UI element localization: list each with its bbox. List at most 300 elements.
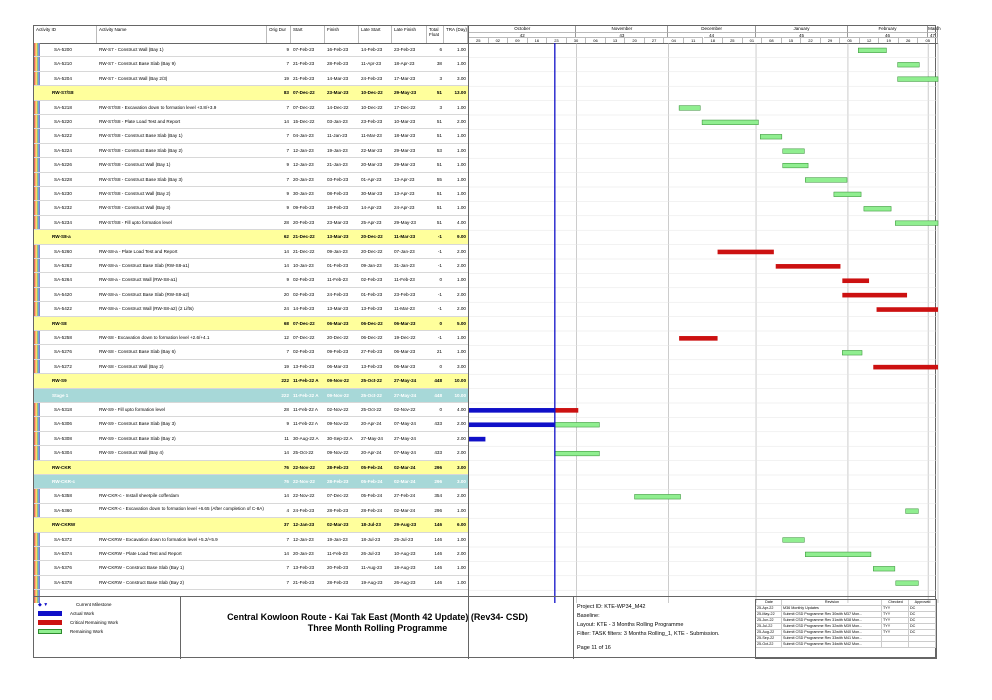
cell-float: 51 xyxy=(436,205,442,211)
cell-start: 07-Dec-22 xyxy=(293,320,315,326)
cell-lf: 11-Feb-23 xyxy=(394,277,415,283)
cell-ls: 05-Feb-24 xyxy=(361,479,383,484)
cell-id: SA-5220 xyxy=(54,119,72,124)
cell-dur: 14 xyxy=(283,248,289,254)
cell-name xyxy=(97,518,267,532)
cell-id: RW-S8 xyxy=(52,320,67,326)
cell-float: 53 xyxy=(436,147,442,153)
cell-ls: 05-Feb-24 xyxy=(361,464,383,470)
cell-ls: 05-Feb-24 xyxy=(361,493,383,499)
cell-finish: 03-Jan-23 xyxy=(327,119,348,124)
cell-id: SA-5210 xyxy=(54,61,72,67)
table-row[interactable] xyxy=(34,446,468,460)
revision-cell: Submit CSD Programme Rev 33with M41 Mon... xyxy=(782,636,882,641)
cell-lf: 24-Apr-23 xyxy=(394,205,415,211)
cell-dur: 7 xyxy=(286,61,289,67)
blue-legend-swatch xyxy=(38,611,62,616)
cell-name: RW-S7/S8 - Construct Wall (Bay 3) xyxy=(99,205,171,211)
cell-name xyxy=(97,461,267,475)
cell-id: SA-5272 xyxy=(54,363,72,369)
table-row[interactable] xyxy=(34,547,468,561)
cell-id: SA-5258 xyxy=(54,335,72,340)
cell-start: 02-Feb-23 xyxy=(293,291,315,297)
cell-start: 21-Dec-22 xyxy=(293,234,315,240)
cell-finish: 19-Jan-23 xyxy=(327,147,348,153)
cell-start: 12-Jan-23 xyxy=(293,162,314,168)
day-label: 16 xyxy=(528,37,548,43)
cell-dur: 14 xyxy=(283,493,289,499)
cell-lf: 02-Mar-24 xyxy=(394,479,416,484)
cell-tra: 1.00 xyxy=(457,162,466,168)
day-label: 06 xyxy=(586,37,606,43)
cell-lf: 26-Aug-23 xyxy=(394,579,416,585)
cell-lf: 29-Aug-23 xyxy=(394,522,417,528)
cell-start: 13-Feb-23 xyxy=(293,363,315,369)
cell-start: 21-Dec-22 xyxy=(293,248,315,254)
cell-lf: 27-May-24 xyxy=(394,435,416,441)
green-activity-bar xyxy=(805,552,871,557)
cell-start: 24-Feb-23 xyxy=(293,507,315,513)
table-row[interactable] xyxy=(34,129,468,143)
green-activity-bar xyxy=(679,106,700,111)
cell-name: RW-S7/S8 - Construct Wall (Bay 2) xyxy=(99,191,171,196)
cell-float: 146 xyxy=(434,579,442,585)
green-activity-bar xyxy=(895,221,938,226)
legend-item xyxy=(38,611,94,616)
table-row[interactable] xyxy=(34,216,468,230)
col-late-start[interactable]: Late Start xyxy=(359,26,392,43)
table-row[interactable] xyxy=(34,561,468,575)
cell-name: RW-S7/S8 - Construct Wall (Bay 1) xyxy=(99,162,171,168)
table-row[interactable] xyxy=(34,259,468,273)
revision-cell: DC xyxy=(909,618,936,623)
day-label: 13 xyxy=(606,37,626,43)
cell-float: 0 xyxy=(439,277,442,283)
day-label: 08 xyxy=(762,37,782,43)
cell-id: SA-5358 xyxy=(54,493,72,499)
table-row[interactable] xyxy=(34,201,468,215)
cell-tra: 2.00 xyxy=(457,263,466,268)
red-activity-bar xyxy=(776,264,841,269)
cell-ls: 24-Feb-23 xyxy=(361,75,383,81)
cell-lf: 02-Mar-24 xyxy=(394,507,416,513)
cell-ls: 11-Mar-23 xyxy=(361,133,382,139)
cell-dur: 9 xyxy=(286,191,289,196)
green-activity-bar xyxy=(783,149,805,154)
cell-float: 296 xyxy=(434,479,442,484)
cell-dur: 14 xyxy=(283,119,289,124)
revision-cell: DC xyxy=(909,624,936,629)
cell-finish: 11-Jan-23 xyxy=(327,133,348,139)
cell-tra: 4.00 xyxy=(457,219,466,225)
revision-cell: TYY xyxy=(882,606,909,611)
cell-dur: 28 xyxy=(283,219,289,225)
cell-tra: 1.00 xyxy=(457,133,466,139)
cell-float: 146 xyxy=(434,565,442,571)
cell-finish: 24-Feb-23 xyxy=(327,291,349,297)
cell-start: 15-Dec-22 xyxy=(293,119,315,124)
cell-lf: 02-Mar-24 xyxy=(394,464,416,470)
title-box xyxy=(180,597,574,659)
cell-start: 11-Feb-22 A xyxy=(293,392,319,398)
cell-ls: 23-Feb-23 xyxy=(361,119,383,124)
cell-id: SA-5422 xyxy=(54,306,72,312)
table-row[interactable] xyxy=(34,302,468,316)
table-row[interactable] xyxy=(34,57,468,71)
table-row[interactable] xyxy=(34,576,468,590)
cell-name xyxy=(97,317,267,331)
cell-id: RW-S9 xyxy=(52,378,67,384)
day-label: 22 xyxy=(801,37,821,43)
cell-finish: 28-Feb-23 xyxy=(327,61,349,67)
cell-finish: 09-Jan-23 xyxy=(327,248,348,254)
table-row[interactable] xyxy=(34,489,468,503)
cell-tra: 1.00 xyxy=(457,147,466,153)
cell-tra: 13.00 xyxy=(454,90,466,96)
cell-dur: 222 xyxy=(281,378,289,384)
cell-dur: 19 xyxy=(283,75,289,81)
cell-ls: 13-Feb-23 xyxy=(361,306,383,312)
revision-cell: 25-Sep-22 xyxy=(756,636,782,641)
revision-cell: DC xyxy=(909,612,936,617)
cell-finish: 14-Mar-23 xyxy=(327,75,349,81)
cell-start: 20-Jan-23 xyxy=(293,176,314,182)
cell-dur: 222 xyxy=(281,392,289,398)
day-label: 09 xyxy=(508,37,528,43)
cell-ls: 28-Feb-24 xyxy=(361,507,383,513)
layout-name: Layout: KTE - 3 Months Rolling Programme xyxy=(577,622,684,628)
col-activity-name[interactable]: Activity Name xyxy=(97,26,267,43)
cell-lf: 13-Apr-23 xyxy=(394,191,415,196)
cell-id: RW-S7/S8 xyxy=(52,90,74,96)
day-label: 02 xyxy=(489,37,509,43)
cell-name: RW-CKRW - Plate Load Test and Report xyxy=(99,551,182,556)
baseline: Baseline: xyxy=(577,613,600,619)
cell-lf: 27-Feb-24 xyxy=(394,493,416,499)
cell-dur: 19 xyxy=(283,363,289,369)
cell-lf: 27-May-24 xyxy=(394,392,417,398)
cell-name: RW-S7/S8 - Construct Base Slab (Bay 3) xyxy=(99,176,183,182)
cell-start: 11-Feb-22 A xyxy=(293,421,318,427)
table-row[interactable] xyxy=(34,101,468,115)
table-row[interactable] xyxy=(34,43,468,57)
cell-name: RW-S8-a - Construct Base Slab (RW-S8-a1) xyxy=(99,263,190,268)
col-finish[interactable]: Finish xyxy=(325,26,359,43)
red-activity-bar xyxy=(873,365,938,370)
month-label: February xyxy=(848,26,928,32)
revision-cell: Date xyxy=(756,600,782,605)
cell-float: 146 xyxy=(434,551,442,556)
cell-lf: 25-Jul-23 xyxy=(394,536,414,542)
cell-tra: 1.00 xyxy=(457,349,466,355)
revision-cell xyxy=(909,642,936,647)
revision-cell: Checked xyxy=(882,600,909,605)
table-row[interactable] xyxy=(34,331,468,345)
cell-finish: 13-Mar-23 xyxy=(327,306,349,312)
revision-cell: Submit CSD Programme Rev 32with M39 Mon... xyxy=(782,624,882,629)
table-row[interactable] xyxy=(34,245,468,259)
cell-ls: 18-Jul-23 xyxy=(361,536,381,542)
table-row[interactable] xyxy=(34,158,468,172)
cell-finish: 09-Nov-22 xyxy=(327,421,349,427)
green-activity-bar xyxy=(783,163,808,168)
cell-tra: 2.00 xyxy=(457,248,466,254)
table-row[interactable] xyxy=(34,288,468,302)
cell-ls: 20-Dec-22 xyxy=(361,248,383,254)
cell-tra: 1.00 xyxy=(457,507,466,513)
cell-lf: 13-Apr-23 xyxy=(394,176,415,182)
cell-float: -1 xyxy=(437,335,442,340)
cell-name: RW-S8-a - Plate Load Test and Report xyxy=(99,248,178,254)
cell-float: -1 xyxy=(437,306,442,312)
cell-finish: 19-Jan-23 xyxy=(327,536,348,542)
week-label: 47 xyxy=(928,32,938,37)
cell-dur: 7 xyxy=(286,579,289,585)
group-row[interactable] xyxy=(34,475,468,489)
cell-id: RW-CKRW xyxy=(52,522,76,528)
table-row[interactable] xyxy=(34,72,468,86)
cell-ls: 10-Dec-22 xyxy=(361,90,383,96)
cell-tra: 3.00 xyxy=(457,75,466,81)
cell-id: SA-5224 xyxy=(54,147,72,153)
table-row[interactable] xyxy=(34,504,468,518)
revision-cell: DC xyxy=(909,606,936,611)
cell-ls: 06-Dec-22 xyxy=(361,320,383,326)
group-row[interactable] xyxy=(34,461,468,475)
cell-finish: 14-Dec-22 xyxy=(327,104,349,110)
red-activity-bar xyxy=(842,293,907,298)
cell-name: RW-S7 - Construct Wall (Bay 2/3) xyxy=(99,75,168,81)
cell-float: 448 xyxy=(434,392,442,398)
table-row[interactable] xyxy=(34,417,468,431)
table-row[interactable] xyxy=(34,144,468,158)
cell-float: 51 xyxy=(436,133,442,139)
group-row[interactable] xyxy=(34,230,468,244)
table-row[interactable] xyxy=(34,360,468,374)
cell-float: 6 xyxy=(439,47,442,52)
cell-start: 10-Jan-23 xyxy=(293,263,314,268)
cell-id: SA-5376 xyxy=(54,565,72,571)
page-number: Page 11 of 16 xyxy=(577,645,611,651)
revision-cell: 25-Jul-22 xyxy=(756,624,782,629)
gantt-chart xyxy=(468,26,941,659)
green-activity-bar xyxy=(906,509,919,514)
cell-start: 25-Oct-22 xyxy=(293,450,314,456)
day-label: 29 xyxy=(821,37,841,43)
cell-float: 146 xyxy=(434,536,442,542)
cell-id: SA-5200 xyxy=(54,47,72,52)
cell-finish: 02-Nov-22 xyxy=(327,407,349,412)
cell-finish: 13-Mar-23 xyxy=(327,234,349,240)
cell-dur: 9 xyxy=(286,421,289,427)
cell-dur: 7 xyxy=(286,133,289,139)
cell-ls: 11-Apr-23 xyxy=(361,61,382,67)
cell-start: 09-Feb-23 xyxy=(293,205,315,211)
group-row[interactable] xyxy=(34,317,468,331)
cell-float: 448 xyxy=(434,378,442,384)
cell-name: RW-S9 - Construct Wall (Bay 4) xyxy=(99,450,164,456)
day-label: 25 xyxy=(723,37,743,43)
green-activity-bar xyxy=(898,77,938,82)
red-activity-bar xyxy=(679,336,717,341)
cell-name: RW-S7 - Construct Wall (Bay 1) xyxy=(99,47,164,52)
cell-tra: 9.00 xyxy=(457,234,466,240)
revision-cell: TYY xyxy=(882,612,909,617)
cell-tra: 4.00 xyxy=(457,407,466,412)
cell-finish: 18-Feb-23 xyxy=(327,205,349,211)
cell-finish: 09-Nov-22 xyxy=(327,392,349,398)
cell-name: RW-S9 - Construct Base Slab (Bay 3) xyxy=(99,421,176,427)
cell-tra: 2.00 xyxy=(457,306,466,312)
page-subtitle: Three Month Rolling Programme xyxy=(307,623,448,633)
revision-cell: Submit CSD Programme Rev 34with M42 Mon... xyxy=(782,642,882,647)
cell-name: RW-S8 - Excavation down to formation level +2.6/+4.1 xyxy=(99,335,210,340)
green-activity-bar xyxy=(858,48,886,53)
cell-id: SA-5308 xyxy=(54,435,72,441)
group-row[interactable] xyxy=(34,389,468,403)
milestone-legend-swatch: ◆ ▼ xyxy=(38,602,49,608)
cell-finish: 08-Feb-23 xyxy=(327,191,349,196)
table-row[interactable] xyxy=(34,345,468,359)
group-row[interactable] xyxy=(34,86,468,100)
blue-activity-bar xyxy=(469,408,555,413)
cell-finish: 28-Feb-23 xyxy=(327,479,349,484)
cell-dur: 68 xyxy=(283,320,289,326)
cell-ls: 25-Apr-23 xyxy=(361,219,382,225)
cell-float: 0 xyxy=(439,363,442,369)
table-row[interactable] xyxy=(34,115,468,129)
page-title: Central Kowloon Route - Kai Tak East (Month 42 Update) (Rev34- CSD) xyxy=(227,612,528,622)
cell-finish: 28-Feb-23 xyxy=(327,464,349,470)
cell-ls: 09-Jan-23 xyxy=(361,263,382,268)
col-late-finish[interactable]: Late Finish xyxy=(392,26,427,43)
revision-cell: 25-Oct-22 xyxy=(756,642,782,647)
week-label: 46 xyxy=(848,32,928,37)
cell-lf: 11-Mar-23 xyxy=(394,306,415,312)
cell-start: 11-Feb-22 A xyxy=(293,378,319,384)
day-label: 04 xyxy=(664,37,684,43)
cell-dur: 9 xyxy=(286,162,289,168)
cell-dur: 7 xyxy=(286,104,289,110)
green-activity-bar xyxy=(896,581,919,586)
col-start[interactable]: Start xyxy=(291,26,325,43)
col-orig-dur[interactable]: Orig Dur xyxy=(267,26,291,43)
cell-id: RW-CKR-c xyxy=(52,479,76,484)
cell-start: 21-Feb-23 xyxy=(293,61,315,67)
cell-dur: 76 xyxy=(283,479,289,484)
cell-lf: 07-May-24 xyxy=(394,450,416,456)
cell-ls: 02-Feb-23 xyxy=(361,277,383,283)
cell-ls: 20-Mar-23 xyxy=(361,162,383,168)
cell-id: SA-5234 xyxy=(54,219,72,225)
cell-name: RW-S7 - Construct Base Slab (Bay 9) xyxy=(99,61,176,67)
cell-finish: 02-Mar-23 xyxy=(327,522,349,528)
cell-dur: 37 xyxy=(283,522,289,528)
revision-cell: M36 Monthly Updates xyxy=(782,606,882,611)
cell-dur: 11 xyxy=(284,435,289,441)
cell-tra: 1.00 xyxy=(457,579,466,585)
cell-dur: 9 xyxy=(286,205,289,211)
legend-item xyxy=(38,620,118,625)
revision-cell: 25-Jun-22 xyxy=(756,618,782,623)
cell-id: SA-5264 xyxy=(54,277,72,283)
col-tra[interactable]: TRA (Day) xyxy=(444,26,468,43)
cell-name: RW-S7/S8 - Plate Load Test and Report xyxy=(99,119,181,124)
green-activity-bar xyxy=(834,192,861,197)
cell-ls: 25-Oct-22 xyxy=(361,378,382,384)
revision-table xyxy=(755,599,937,659)
table-row[interactable] xyxy=(34,432,468,446)
table-row[interactable] xyxy=(34,273,468,287)
project-info xyxy=(573,597,753,659)
cell-ls: 19-Aug-23 xyxy=(361,579,383,585)
red-legend-swatch xyxy=(38,620,62,625)
revision-cell: Submit CSD Programme Rev 30with M37 Mon... xyxy=(782,612,882,617)
cell-id: SA-5304 xyxy=(54,450,72,456)
legend-label: Critical Remaining Work xyxy=(70,620,119,625)
cell-lf: 10-Aug-23 xyxy=(394,551,416,556)
col-activity-id[interactable]: Activity ID xyxy=(34,26,97,43)
cell-finish: 03-Feb-23 xyxy=(327,176,349,182)
cell-tra: 3.00 xyxy=(457,479,466,484)
revision-cell: Approved xyxy=(909,600,936,605)
cell-tra: 1.00 xyxy=(457,335,466,340)
cell-float: 296 xyxy=(434,507,442,513)
table-row[interactable] xyxy=(34,403,468,417)
cell-float: 433 xyxy=(434,421,442,427)
cell-finish: 11-Feb-23 xyxy=(327,551,348,556)
cell-id: SA-5228 xyxy=(54,176,72,182)
revision-cell: Revision xyxy=(782,600,882,605)
cell-tra: 2.00 xyxy=(457,493,466,499)
red-activity-bar xyxy=(555,408,578,413)
cell-name: RW-S7/S8 - Excavation down to formation level +3.8/+3.9 xyxy=(99,104,217,110)
cell-dur: 9 xyxy=(286,277,289,283)
timescale xyxy=(469,26,941,44)
cell-ls: 14-Feb-23 xyxy=(361,47,383,52)
cell-tra: 2.00 xyxy=(457,119,466,124)
cell-name: RW-S9 - Fill upto formation level xyxy=(99,407,165,412)
cell-lf: 17-Mar-23 xyxy=(394,75,416,81)
cell-tra: 6.00 xyxy=(457,522,466,528)
cell-dur: 12 xyxy=(283,335,289,340)
footer xyxy=(33,596,936,659)
cell-tra: 2.00 xyxy=(457,291,466,297)
cell-start: 12-Jan-23 xyxy=(293,147,314,153)
cell-lf: 23-Feb-23 xyxy=(394,47,416,52)
schedule-sheet xyxy=(33,25,941,658)
cell-lf: 18-Aug-23 xyxy=(394,565,416,571)
table-row[interactable] xyxy=(34,173,468,187)
cell-lf: 23-Feb-23 xyxy=(394,291,416,297)
cell-finish: 09-Nov-22 xyxy=(327,450,349,456)
cell-float: 21 xyxy=(436,349,442,355)
table-row[interactable] xyxy=(34,187,468,201)
green-activity-bar xyxy=(760,134,782,139)
cell-start: 21-Feb-23 xyxy=(293,75,315,81)
group-row[interactable] xyxy=(34,518,468,532)
cell-id: Stage 1 xyxy=(52,392,69,398)
table-row[interactable] xyxy=(34,533,468,547)
cell-dur: 20 xyxy=(283,291,289,297)
cell-float: 51 xyxy=(436,219,442,225)
cell-float: -1 xyxy=(437,234,442,240)
group-row[interactable] xyxy=(34,374,468,388)
cell-ls: 25-Oct-22 xyxy=(361,392,382,398)
cell-ls: 10-Dec-22 xyxy=(361,104,383,110)
col-total-float[interactable]: Total Float xyxy=(427,26,444,43)
cell-tra: 2.00 xyxy=(457,551,466,556)
